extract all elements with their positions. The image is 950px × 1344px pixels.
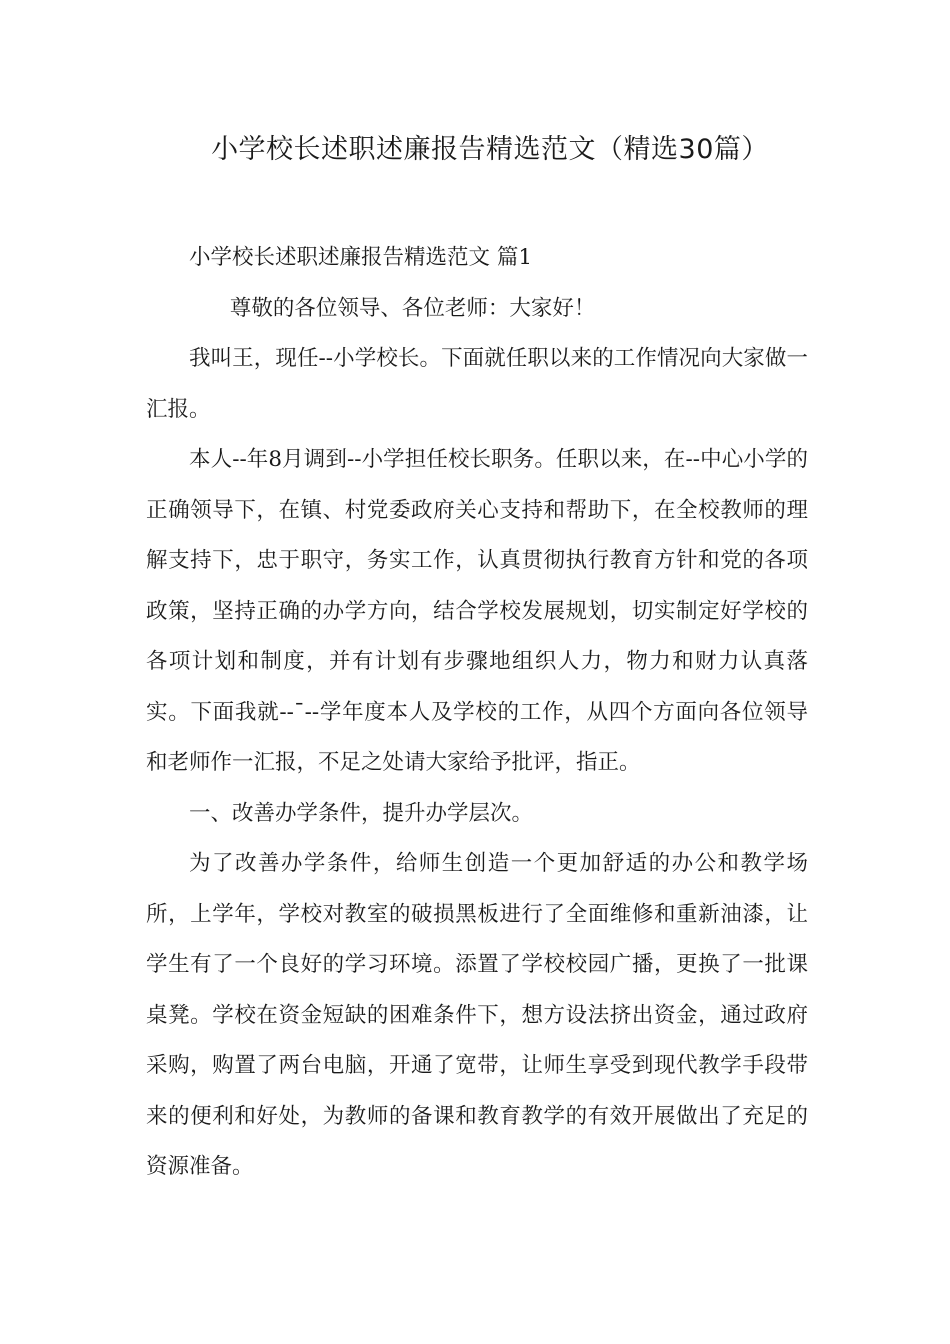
section-heading: 小学校长述职述廉报告精选范文 篇1 bbox=[189, 245, 533, 270]
paragraph-intro: 我叫王，现任--小学校长。下面就任职以来的工作情况向大家做一汇报。 bbox=[146, 346, 808, 422]
greeting-line: 尊敬的各位领导、各位老师：大家好！ bbox=[229, 295, 596, 321]
paragraph-conditions: 为了改善办学条件，给师生创造一个更加舒适的办公和教学场所，上学年，学校对教室的破损黑板进行了全面维修和重新油漆，让学生有了一个良好的学习环境。添置了学校校园广播，更换了一批课桌凳。学校在资金短缺的困难条件下，想方设法挤出资金，通过政府采购，购置了两台电脑，开通了宽带，让师生享受到现代教学手段带来的便利和好处，为教师的备课和教育教学的有效开展做出了充足的资源准备。 bbox=[146, 851, 808, 1179]
document-title: 小学校长述职述廉报告精选范文（精选30篇） bbox=[211, 134, 769, 165]
document-body bbox=[146, 233, 808, 1193]
paragraph-overview: 本人--年8月调到--小学担任校长职务。任职以来，在--中心小学的正确领导下，在镇、村党委政府关心支持和帮助下，在全校教师的理解支持下，忠于职守，务实工作，认真贯彻执行教育方针和党的各项政策，坚持正确的办学方向，结合学校发展规划，切实制定好学校的各项计划和制度，并有计划有步骤地组织人力，物力和财力认真落实。下面我就--¯--学年度本人及学校的工作，从四个方面向各位领导和老师作一汇报，不足之处请大家给予批评，指正。 bbox=[146, 447, 808, 775]
subheading-one: 一、改善办学条件，提升办学层次。 bbox=[189, 800, 534, 826]
